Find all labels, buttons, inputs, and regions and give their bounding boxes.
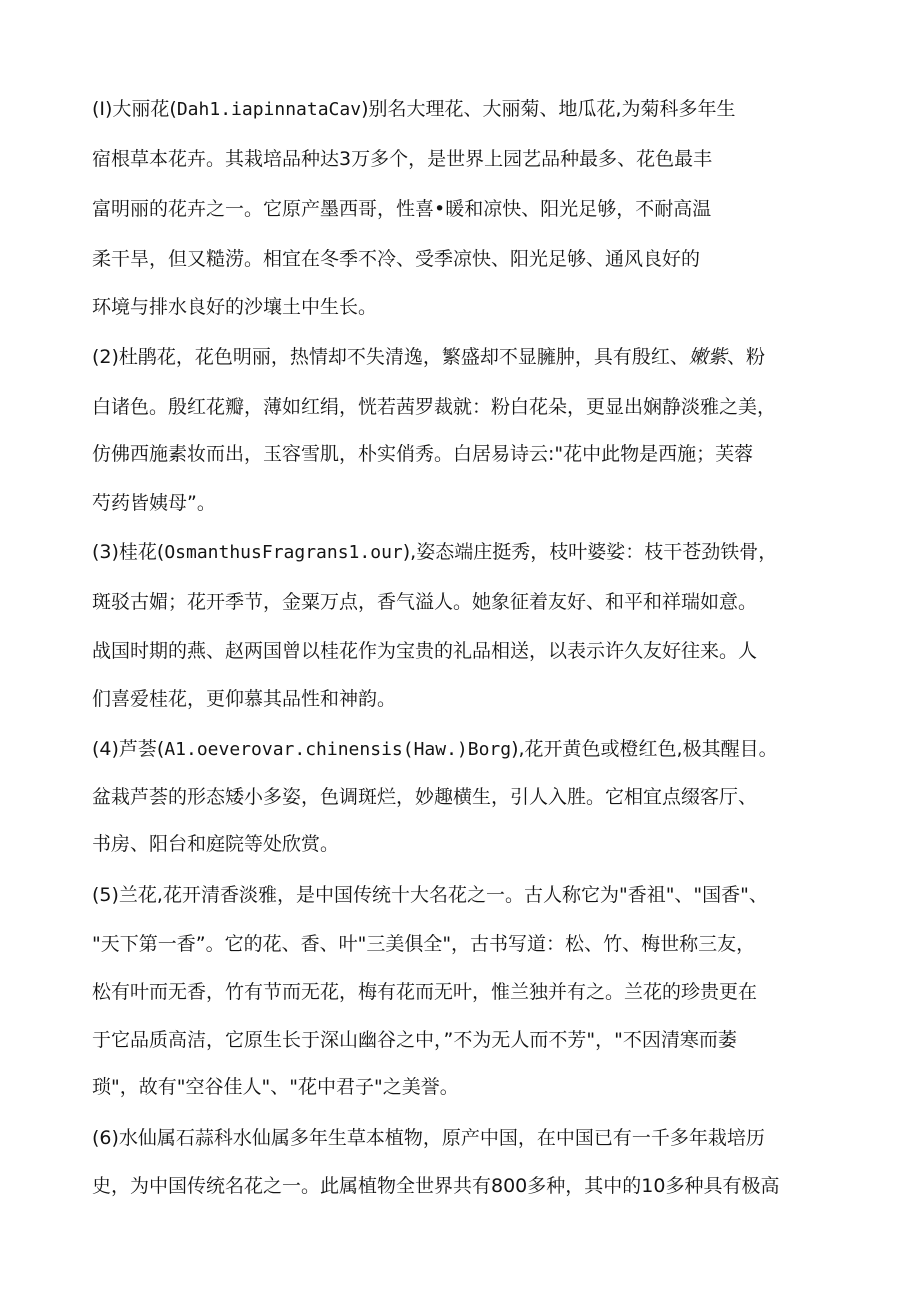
p2-line-1 [92, 345, 765, 369]
p4-line-2: 盆栽芦荟的形态矮小多姿，色调斑烂，妙趣横生，引人入胜。它相宜点缀客厅、 [92, 786, 758, 808]
p6-line-1: (6)水仙属石蒜科水仙属多年生草本植物，原产中国，在中国已有一千多年栽培历 [92, 1127, 765, 1149]
p2-line-1-end: 、粉 [726, 346, 765, 368]
p3-latin-name: OsmanthusFragrans1.our [164, 542, 403, 563]
p3-line-2: 斑驳古媚；花开季节，金粟万点，香气溢人。她象征着友好、和平和祥瑞如意。 [92, 591, 758, 613]
p4-line-3: 书房、阳台和庭院等处欣赏。 [92, 833, 340, 855]
p1-line-1-start: (I)大丽花( [92, 98, 177, 120]
p4-latin-name: A1.oeverovar.chinensis(Haw.)Borg [164, 739, 512, 760]
p2-line-3: 仿佛西施素妆而出，玉容雪肌，朴实俏秀。白居易诗云:"花中此物是西施；芙蓉 [92, 443, 754, 465]
p2-line-2: 白诸色。殷红花瓣，薄如红绢，恍若茜罗裁就：粉白花朵，更显出娴静淡雅之美， [92, 396, 777, 418]
p1-line-1-end: )别名大理花、大丽菊、地瓜花,为菊科多年生 [361, 98, 736, 120]
p5-line-2: "天下第一香”。它的花、香、叶"三美俱全"，古书写道：松、竹、梅世称三友， [92, 933, 756, 955]
p3-line-1-end: ),姿态端庄挺秀，枝叶婆娑：枝干苍劲铁骨， [402, 541, 778, 563]
p5-line-3: 松有叶而无香，竹有节而无花，梅有花而无叶，惟兰独并有之。兰花的珍贵更在 [92, 981, 758, 1003]
p2-line-1-start: (2)杜鹃花，花色明丽，热情却不失清逸，繁盛却不显臃肿，具有殷红、 [92, 346, 689, 368]
p1-line-3: 富明丽的花卉之一。它原产墨西哥，性喜•暖和凉快、阳光足够，不耐高温 [92, 198, 712, 220]
p4-line-1-start: (4)芦荟( [92, 738, 165, 760]
p4-line-1-end: ),花开黄色或橙红色,极其醒目。 [511, 738, 778, 760]
p4-line-1 [92, 737, 778, 761]
p1-line-1 [92, 97, 736, 121]
p3-line-3: 战国时期的燕、赵两国曾以桂花作为宝贵的礼品相送，以表示许久友好往来。人 [92, 640, 758, 662]
p1-line-2: 宿根草本花卉。其栽培品种达3万多个，是世界上园艺品种最多、花色最丰 [92, 148, 713, 170]
p3-line-1 [92, 540, 777, 564]
p5-line-1: (5)兰花,花开清香淡雅，是中国传统十大名花之一。古人称它为"香祖"、"国香"、 [92, 884, 768, 906]
p2-italic-word: 嫩紫 [688, 346, 727, 368]
p5-line-5: 琐"，故有"空谷佳人"、"花中君子"之美誉。 [92, 1076, 459, 1098]
p5-line-4: 于它品质高洁，它原生长于深山幽谷之中，”不为无人而不芳"，"不因清寒而萎 [92, 1029, 737, 1051]
p3-line-4: 们喜爱桂花，更仰慕其品性和神韵。 [92, 688, 397, 710]
p1-line-5: 环境与排水良好的沙壤土中生长。 [92, 296, 378, 318]
p1-line-4: 柔干旱，但又糙涝。相宜在冬季不冷、受季凉快、阳光足够、通风良好的 [92, 248, 701, 270]
p3-line-1-start: (3)桂花( [92, 541, 165, 563]
p1-latin-name: Dah1.iapinnataCav [176, 99, 362, 120]
p2-line-4: 芍药皆姨母”。 [92, 492, 216, 514]
p6-line-2: 史，为中国传统名花之一。此属植物全世界共有800多种，其中的10多种具有极高 [92, 1175, 780, 1197]
